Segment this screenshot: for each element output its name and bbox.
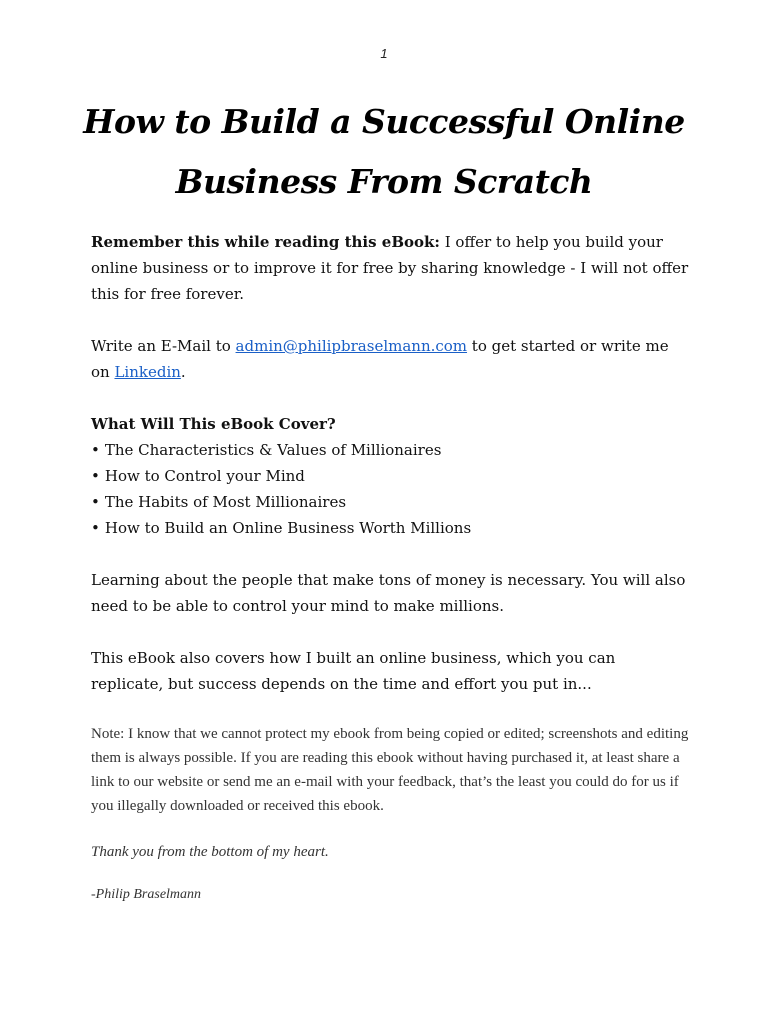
title-line-2: Business From Scratch [175, 162, 593, 201]
bullet-icon: • [91, 519, 100, 537]
document-title [60, 92, 708, 212]
bullet-icon: • [91, 493, 100, 511]
page-number: 1 [380, 46, 388, 61]
email-link[interactable]: admin@philipbraselmann.com [235, 337, 468, 355]
note-paragraph: Note: I know that we cannot protect my ebook from being copied or edited; screenshots and editing them is always possible. If you are reading this ebook without having purchased it, at least share a link to our website or send me an e-mail with your feedback, that’s the least you could do for us if you illegally downloaded or received this ebook. [91, 726, 689, 814]
intro-paragraph [91, 229, 691, 307]
intro-text: I offer to help you build your online business or to improve it for free by sharing knowledge - I will not offer this for free forever. [91, 233, 689, 303]
title-line-1: How to Build a Successful Online [83, 102, 685, 141]
signature: -Philip Braselmann [91, 887, 202, 902]
bullet-icon: • [91, 441, 100, 459]
thanks-line: Thank you from the bottom of my heart. [91, 844, 329, 860]
contact-text-before: Write an E-Mail to [91, 337, 236, 355]
contact-text-after: . [180, 363, 186, 381]
linkedin-link[interactable]: Linkedin [114, 363, 181, 381]
intro-emphasis: Remember this while reading this eBook: [91, 233, 440, 251]
cover-heading: What Will This eBook Cover? [91, 415, 336, 433]
list-item: • How to Control your Mind [91, 467, 305, 485]
body-paragraph-2: This eBook also covers how I built an online business, which you can replicate, but success depends on the time and effort you put in... [91, 649, 616, 693]
contact-text-middle: to get started or write me on [91, 337, 669, 381]
bullet-icon: • [91, 467, 100, 485]
list-item: • The Habits of Most Millionaires [91, 493, 347, 511]
contact-paragraph [91, 333, 691, 385]
list-item: • The Characteristics & Values of Millionaires [91, 441, 442, 459]
document-body [91, 229, 691, 906]
list-item: • How to Build an Online Business Worth Millions [91, 519, 472, 537]
cover-list [91, 437, 691, 541]
body-paragraph-1: Learning about the people that make tons of money is necessary. You will also need to be able to control your mind to make millions. [91, 571, 686, 615]
